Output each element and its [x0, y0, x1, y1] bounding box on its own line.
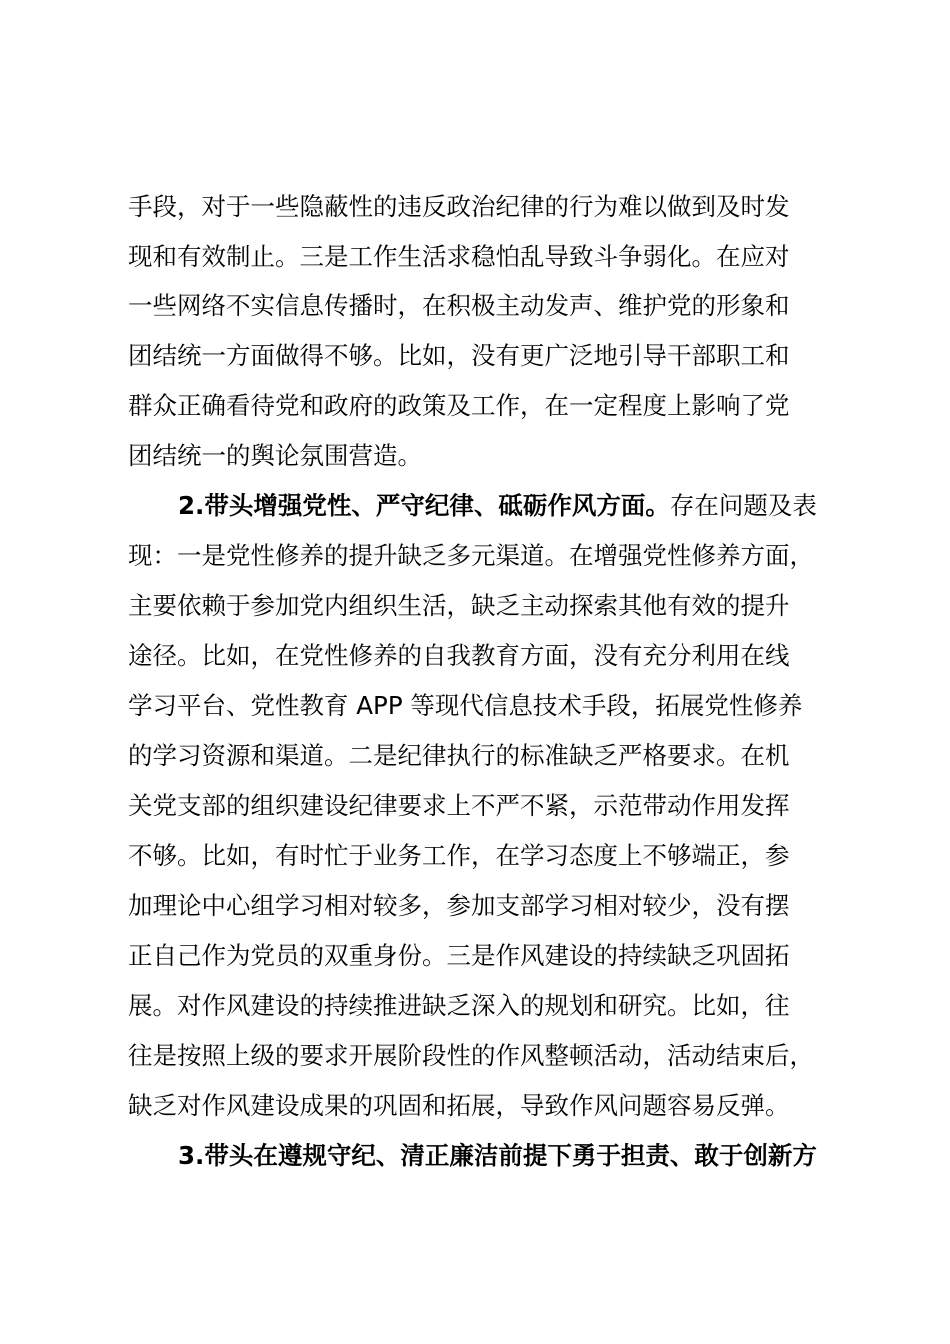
text-line: [0, 381, 950, 431]
text-line-content: 往是按照上级的要求开展阶段性的作风整顿活动，活动结束后，: [128, 1041, 814, 1070]
text-line: [0, 431, 950, 481]
text-line: [0, 831, 950, 881]
text-line-content: 学习平台、党性教育 APP 等现代信息技术手段，拓展党性修养: [128, 691, 803, 720]
text-line: [0, 731, 950, 781]
text-line-content: 群众正确看待党和政府的政策及工作，在一定程度上影响了党: [128, 391, 790, 420]
heading-trailing-text: 存在问题及表: [669, 491, 817, 520]
text-line: [0, 182, 950, 232]
text-line-content: 一些网络不实信息传播时，在积极主动发声、维护党的形象和: [128, 291, 790, 320]
text-line-content: 展。对作风建设的持续推进缺乏深入的规划和研究。比如，往: [128, 991, 790, 1020]
text-line-content: 手段，对于一些隐蔽性的违反政治纪律的行为难以做到及时发: [128, 192, 790, 221]
text-line-content: 不够。比如，有时忙于业务工作，在学习态度上不够端正，参: [128, 841, 790, 870]
text-line-content: 团结统一方面做得不够。比如，没有更广泛地引导干部职工和: [128, 341, 790, 370]
text-line-content: [178, 481, 817, 531]
text-line-content: 现：一是党性修养的提升缺乏多元渠道。在增强党性修养方面，: [128, 541, 814, 570]
text-line-content: 正自己作为党员的双重身份。三是作风建设的持续缺乏巩固拓: [128, 941, 790, 970]
text-line: [0, 1081, 950, 1131]
text-line: [0, 781, 950, 831]
text-line-content: 现和有效制止。三是工作生活求稳怕乱导致斗争弱化。在应对: [128, 242, 790, 271]
text-line: [0, 631, 950, 681]
text-line: [0, 1031, 950, 1081]
text-line: [0, 581, 950, 631]
text-line: [0, 681, 950, 731]
text-line-content: 的学习资源和渠道。二是纪律执行的标准缺乏严格要求。在机: [128, 741, 790, 770]
text-line: [0, 281, 950, 331]
text-line: [0, 881, 950, 931]
text-line: [0, 331, 950, 381]
text-line-content: 关党支部的组织建设纪律要求上不严不紧，示范带动作用发挥: [128, 791, 790, 820]
text-line: [0, 531, 950, 581]
section-heading: 3.带头在遵规守纪、清正廉洁前提下勇于担责、敢于创新方: [178, 1141, 817, 1170]
text-line-content: 主要依赖于参加党内组织生活，缺乏主动探索其他有效的提升: [128, 591, 790, 620]
text-line: [0, 981, 950, 1031]
text-line: [0, 232, 950, 282]
text-line-content: 途径。比如，在党性修养的自我教育方面，没有充分利用在线: [128, 641, 790, 670]
paragraph-heading-line: [0, 481, 950, 531]
section-heading: 2.带头增强党性、严守纪律、砥砺作风方面。: [178, 491, 670, 520]
text-line: [0, 931, 950, 981]
text-line-content: 加理论中心组学习相对较多，参加支部学习相对较少，没有摆: [128, 891, 790, 920]
paragraph-heading-line: [0, 1131, 950, 1181]
text-line-content: 缺乏对作风建设成果的巩固和拓展，导致作风问题容易反弹。: [128, 1091, 790, 1120]
text-line-content: 团结统一的舆论氛围营造。: [128, 441, 422, 470]
